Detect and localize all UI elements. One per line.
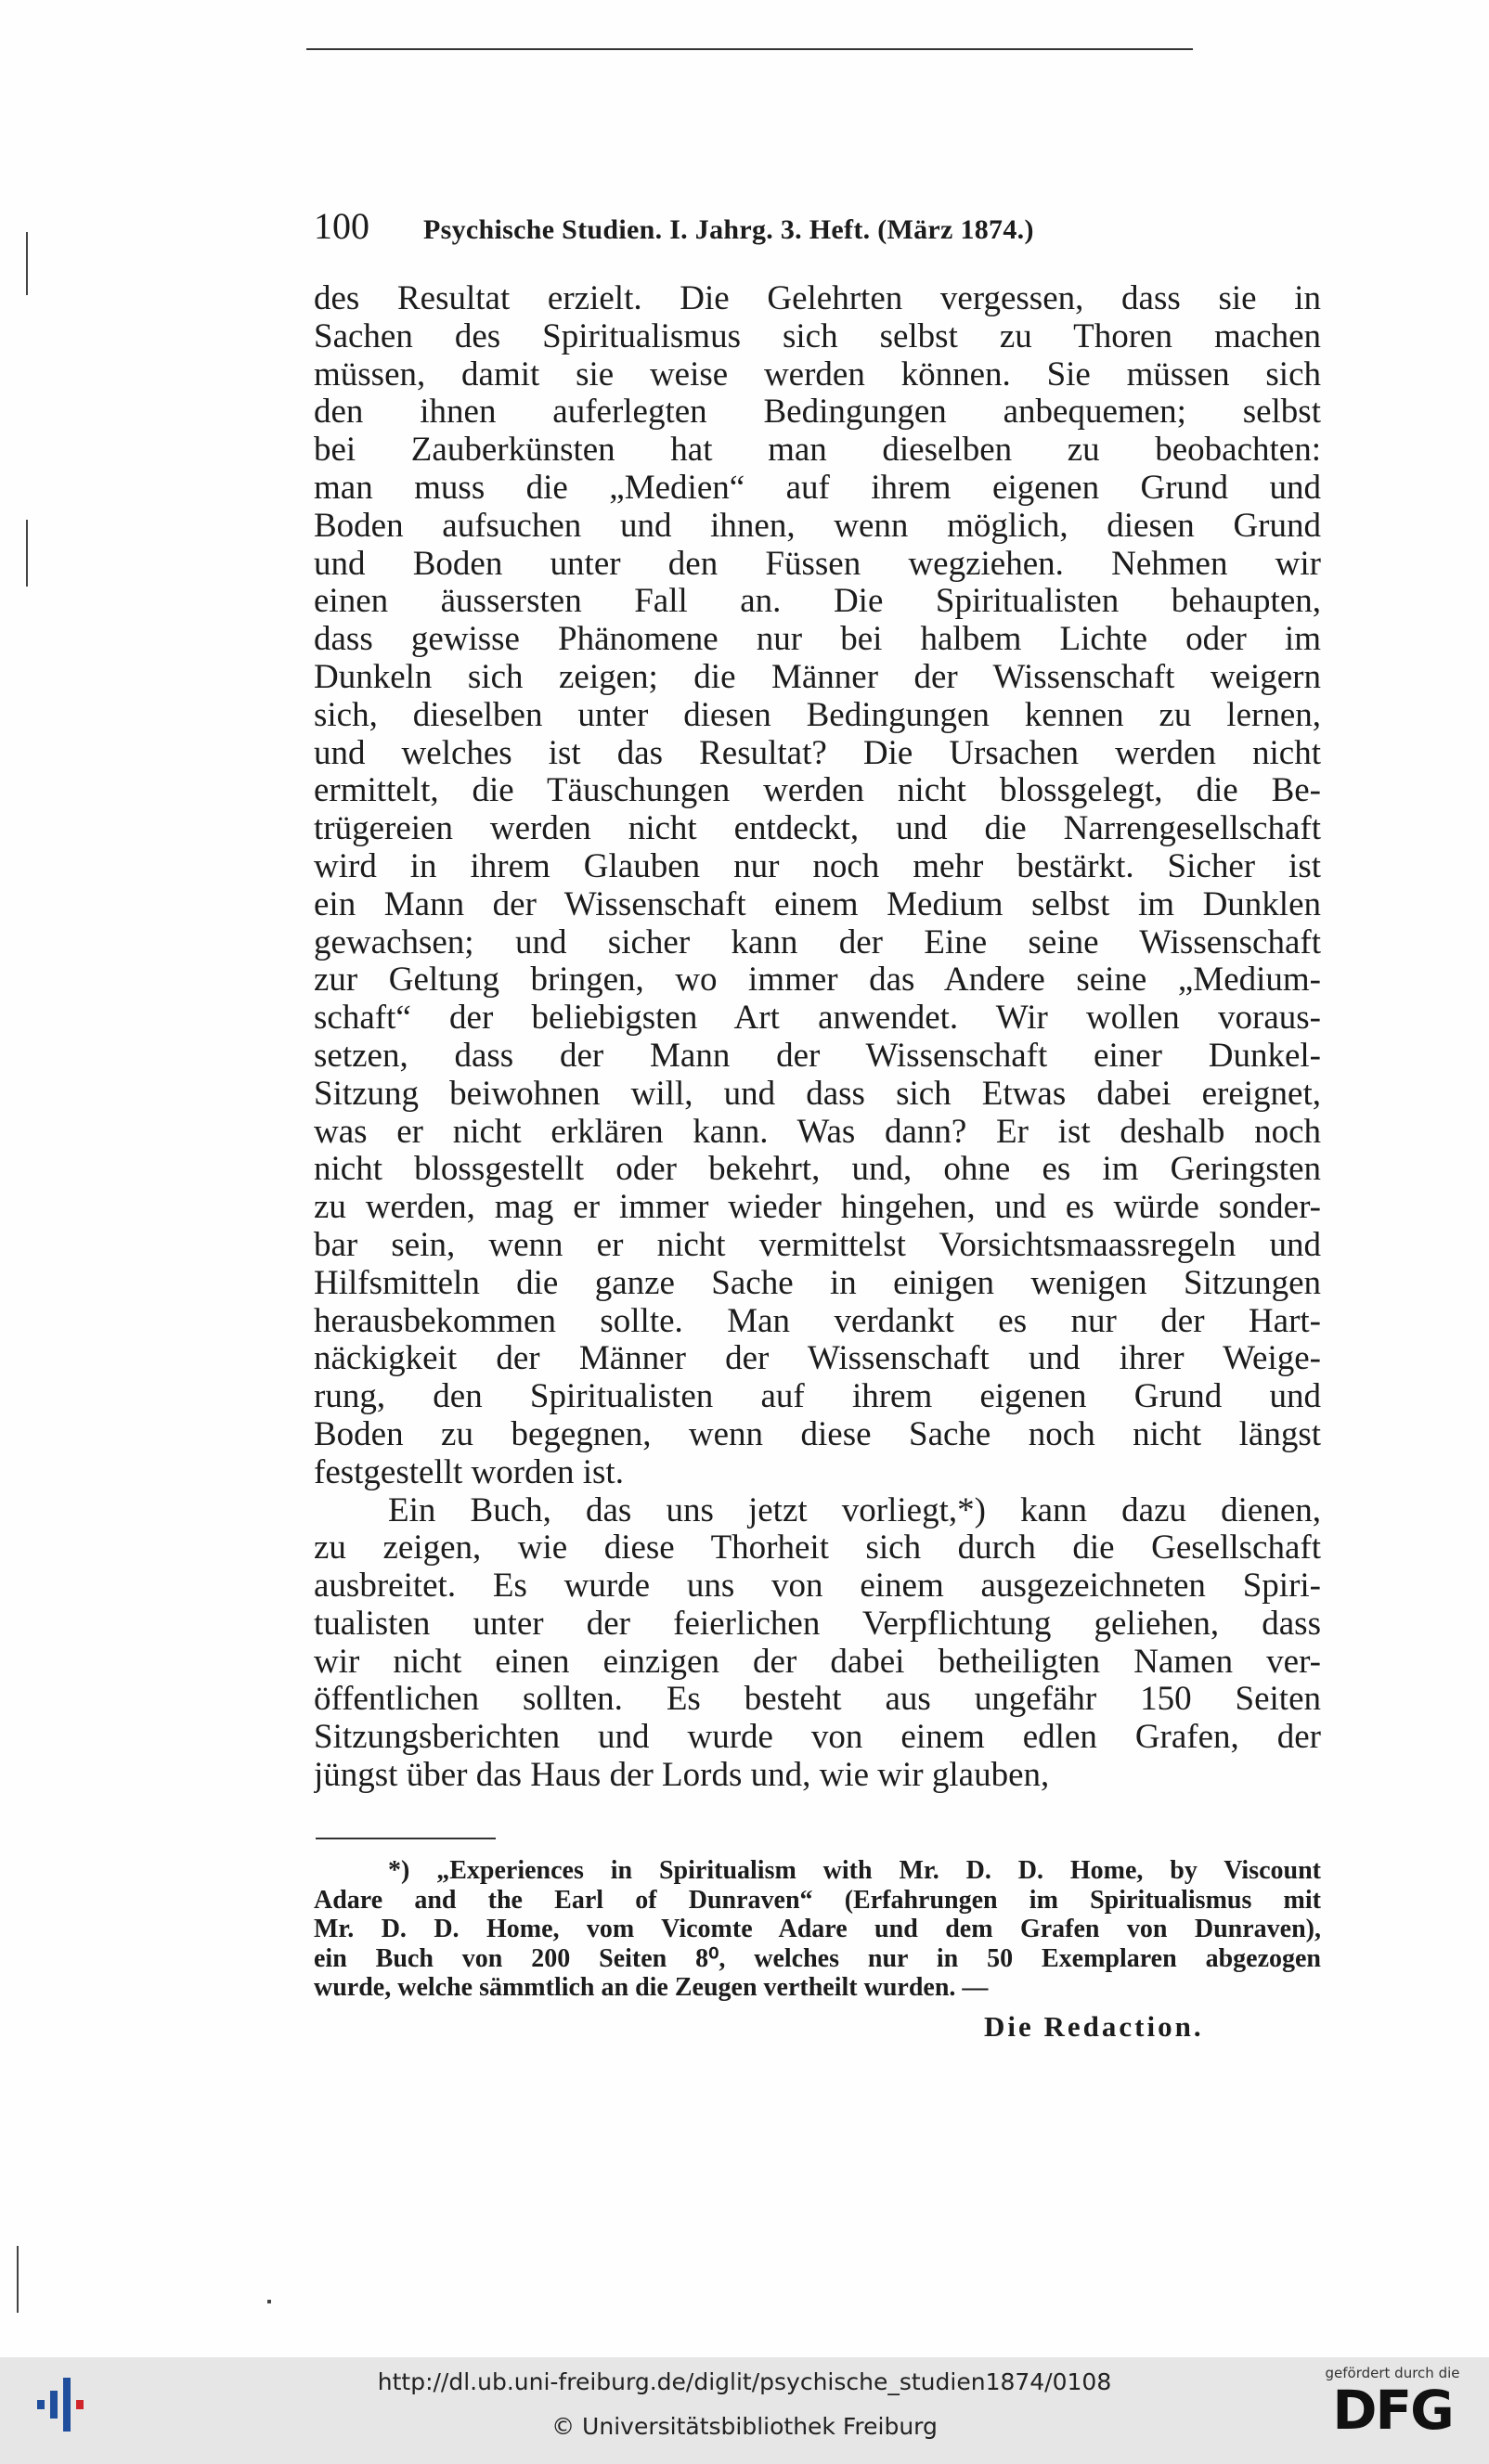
margin-mark <box>17 2246 19 2313</box>
text-line: man muss die „Medien“ auf ihrem eigenen Grund und <box>314 469 1321 507</box>
text-line: wir nicht einen einzigen der dabei betheiligten Namen ver- <box>314 1643 1321 1681</box>
footnote-line: wurde, welche sämmtlich an die Zeugen vertheilt wurden. — <box>314 1973 989 2002</box>
text-line: bar sein, wenn er nicht vermittelst Vorsichtsmaassregeln und <box>314 1226 1321 1264</box>
text-line: Sitzung beiwohnen will, und dass sich Etwas dabei ereignet, <box>314 1075 1321 1113</box>
text-line: und Boden unter den Füssen wegziehen. Nehmen wir <box>314 545 1321 583</box>
text-line: zur Geltung bringen, wo immer das Andere seine „Medium- <box>314 961 1321 1000</box>
text-line: zu zeigen, wie diese Thorheit sich durch die Gesellschaft <box>314 1529 1321 1567</box>
text-line: setzen, dass der Mann der Wissenschaft einer Dunkel- <box>314 1037 1321 1075</box>
running-header <box>314 204 1321 249</box>
text-line: einen äussersten Fall an. Die Spiritualisten behaupten, <box>314 583 1321 621</box>
text-line: rung, den Spiritualisten auf ihrem eigenen Grund und <box>314 1378 1321 1416</box>
text-line: Ein Buch, das uns jetzt vorliegt,*) kann dazu dienen, <box>388 1491 1321 1529</box>
text-line: jüngst über das Haus der Lords und, wie wir glauben, <box>314 1757 1050 1795</box>
text-line: müssen, damit sie weise werden können. Sie müssen sich <box>314 355 1321 393</box>
text-line: sich, dieselben unter diesen Bedingungen kennen zu lernen, <box>314 696 1321 734</box>
margin-mark <box>26 520 28 587</box>
footnote-line: Mr. D. D. Home, vom Vicomte Adare und dem Grafen von Dunraven), <box>314 1915 1321 1943</box>
footnote-line: Adare and the Earl of Dunraven“ (Erfahrungen im Spiritualismus mit <box>314 1885 1321 1915</box>
text-line: gewachsen; und sicher kann der Eine seine Wissenschaft <box>314 923 1321 961</box>
text-line: bei Zauberkünsten hat man dieselben zu beobachten: <box>314 432 1321 470</box>
text-line: öffentlichen sollten. Es besteht aus ungefähr 150 Seiten <box>314 1681 1321 1719</box>
document-url[interactable]: http://dl.ub.uni-freiburg.de/diglit/psychische_studien1874/0108 <box>377 2368 1112 2395</box>
viewer-footer <box>0 2357 1489 2464</box>
dfg-logo: DFG <box>1332 2379 1453 2442</box>
footnote-rule <box>316 1838 496 1839</box>
main-text <box>314 280 1321 1795</box>
text-line: näckigkeit der Männer der Wissenschaft und ihrer Weige- <box>314 1340 1321 1378</box>
text-line: Dunkeln sich zeigen; die Männer der Wissenschaft weigern <box>314 658 1321 696</box>
footnote <box>314 1856 1321 2003</box>
text-line: tualisten unter der feierlichen Verpflichtung geliehen, dass <box>314 1605 1321 1643</box>
signature: Die Redaction. <box>984 2010 1204 2043</box>
text-line: des Resultat erzielt. Die Gelehrten vergessen, dass sie in <box>314 280 1321 317</box>
text-line: den ihnen auferlegten Bedingungen anbequemen; selbst <box>314 393 1321 432</box>
text-line: Sitzungsberichten und wurde von einem edlen Grafen, der <box>314 1719 1321 1757</box>
text-line: schaft“ der beliebigsten Art anwendet. Wir wollen voraus- <box>314 1000 1321 1038</box>
funding-badge <box>1309 2365 1476 2442</box>
text-line: zu werden, mag er immer wieder hingehen, und es würde sonder- <box>314 1189 1321 1227</box>
text-line: und welches ist das Resultat? Die Ursachen werden nicht <box>314 734 1321 772</box>
text-line: trügereien werden nicht entdeckt, und die Narrengesellschaft <box>314 810 1321 848</box>
text-line: wird in ihrem Glauben nur noch mehr bestärkt. Sicher ist <box>314 847 1321 885</box>
text-line: Boden zu begegnen, wenn diese Sache noch nicht längst <box>314 1415 1321 1453</box>
footnote-line: *) „Experiences in Spiritualism with Mr. D. D. Home, by Viscount <box>388 1856 1321 1885</box>
text-line: nicht blossgestellt oder bekehrt, und, ohne es im Geringsten <box>314 1151 1321 1189</box>
top-rule <box>306 48 1193 50</box>
page-number: 100 <box>314 205 369 247</box>
copyright-notice: © Universitätsbibliothek Freiburg <box>551 2413 938 2440</box>
text-line: ermittelt, die Täuschungen werden nicht blossgelegt, die Be- <box>314 772 1321 810</box>
margin-mark <box>26 232 28 295</box>
stray-mark <box>267 2300 271 2303</box>
text-line: dass gewisse Phänomene nur bei halbem Lichte oder im <box>314 621 1321 659</box>
footnote-line: ein Buch von 200 Seiten 8⁰, welches nur in 50 Exemplaren abgezogen <box>314 1943 1321 1973</box>
text-line: ein Mann der Wissenschaft einem Medium selbst im Dunklen <box>314 885 1321 923</box>
text-line: Sachen des Spiritualismus sich selbst zu Thoren machen <box>314 317 1321 355</box>
running-title: Psychische Studien. I. Jahrg. 3. Heft. (März 1874.) <box>423 214 1034 245</box>
text-line: Boden aufsuchen und ihnen, wenn möglich, diesen Grund <box>314 507 1321 545</box>
text-line: was er nicht erklären kann. Was dann? Er ist deshalb noch <box>314 1113 1321 1151</box>
text-line: ausbreitet. Es wurde uns von einem ausgezeichneten Spiri- <box>314 1567 1321 1606</box>
text-line: Hilfsmitteln die ganze Sache in einigen wenigen Sitzungen <box>314 1264 1321 1302</box>
text-line: herausbekommen sollte. Man verdankt es nur der Hart- <box>314 1302 1321 1340</box>
text-line: festgestellt worden ist. <box>314 1453 624 1491</box>
funding-text: gefördert durch die <box>1325 2365 1460 2381</box>
